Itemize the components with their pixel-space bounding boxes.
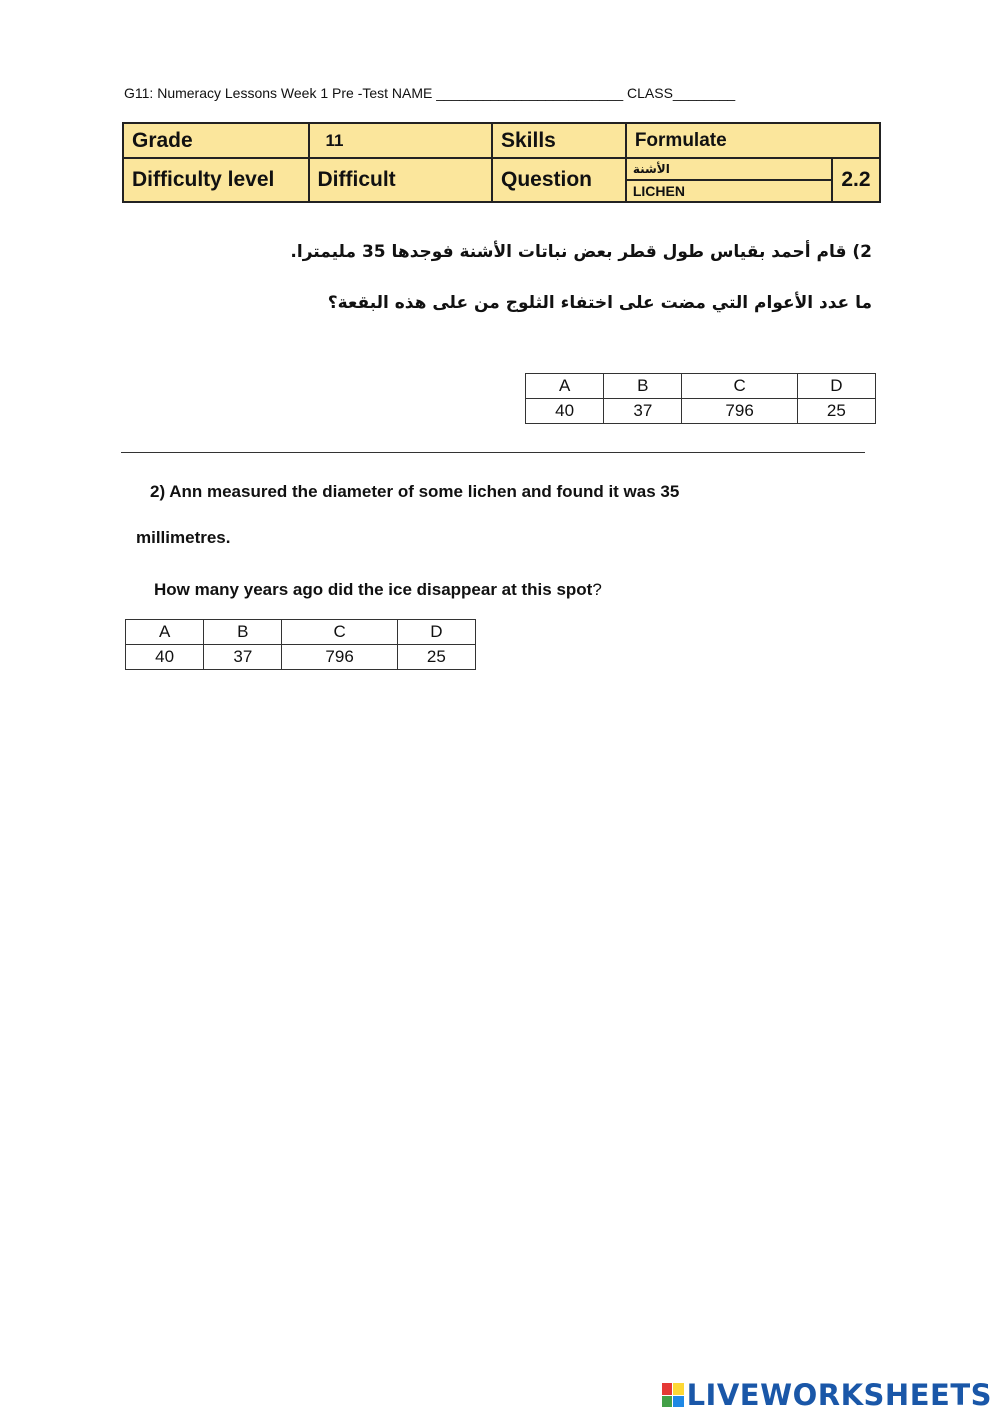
option-d-label: D	[797, 374, 875, 399]
logo-mark-icon	[662, 1383, 684, 1407]
topic-arabic: الأشنة	[626, 158, 832, 180]
difficulty-value: Difficult	[309, 158, 492, 202]
section-divider	[121, 452, 865, 453]
option-a-value[interactable]: 40	[126, 645, 204, 670]
english-question-line1: 2) Ann measured the diameter of some lichen and found it was 35	[150, 482, 680, 501]
liveworksheets-logo[interactable]	[662, 1378, 992, 1412]
option-a-label: A	[526, 374, 604, 399]
option-b-value[interactable]: 37	[604, 399, 682, 424]
option-d-value[interactable]: 25	[397, 645, 475, 670]
option-c-value[interactable]: 796	[682, 399, 797, 424]
english-question-text: How many years ago did the ice disappear at this spot	[154, 580, 593, 599]
option-d-label: D	[397, 620, 475, 645]
question-number: 2.2	[832, 158, 880, 202]
option-a-label: A	[126, 620, 204, 645]
skills-label: Skills	[492, 123, 626, 158]
arabic-answer-table	[525, 373, 876, 424]
option-b-value[interactable]: 37	[204, 645, 282, 670]
difficulty-label: Difficulty level	[123, 158, 309, 202]
question-mark: ?	[592, 580, 602, 599]
option-c-value[interactable]: 796	[282, 645, 397, 670]
grade-value: 11	[309, 123, 492, 158]
worksheet-header: G11: Numeracy Lessons Week 1 Pre -Test NAME ________________________ CLASS________	[124, 85, 736, 101]
option-a-value[interactable]: 40	[526, 399, 604, 424]
topic-english: LICHEN	[626, 180, 832, 202]
question-info-table	[122, 122, 881, 203]
option-b-label: B	[204, 620, 282, 645]
brand-name: LIVEWORKSHEETS	[686, 1378, 992, 1412]
arabic-question-line1: 2) قام أحمد بقياس طول قطر بعض نباتات الأشنة فوجدها 35 مليمترا.	[290, 242, 872, 262]
option-c-label: C	[682, 374, 797, 399]
grade-label: Grade	[123, 123, 309, 158]
english-question-line2: millimetres.	[136, 528, 231, 547]
english-answer-table	[125, 619, 476, 670]
option-c-label: C	[282, 620, 397, 645]
english-question-line3	[154, 580, 602, 600]
question-label: Question	[492, 158, 626, 202]
option-b-label: B	[604, 374, 682, 399]
skills-value: Formulate	[626, 123, 880, 158]
arabic-question-line2: ما عدد الأعوام التي مضت على اختفاء الثلوج من على هذه البقعة؟	[327, 293, 872, 313]
option-d-value[interactable]: 25	[797, 399, 875, 424]
